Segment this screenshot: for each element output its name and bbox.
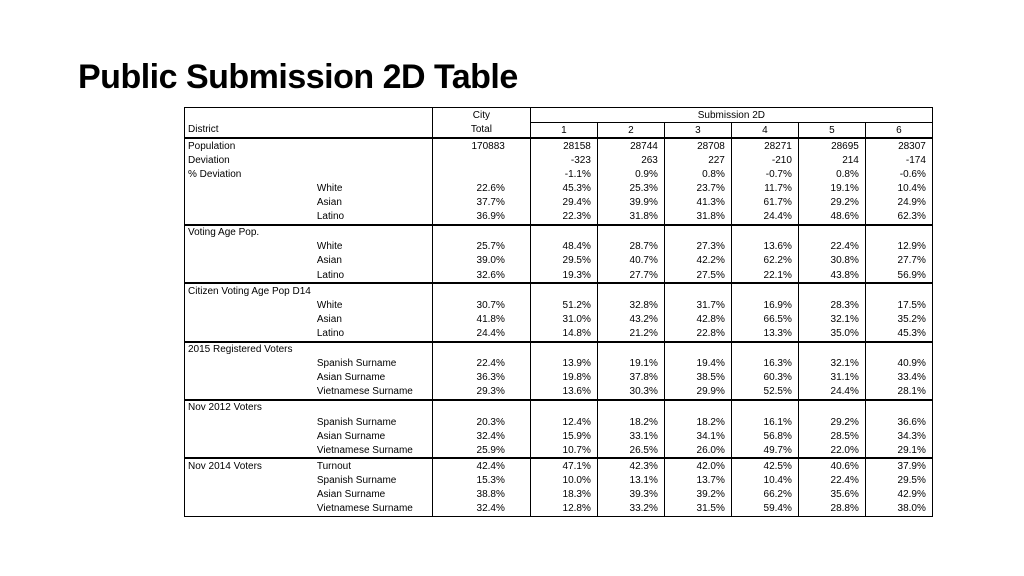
district-cell: 41.3% xyxy=(664,196,731,210)
district-cell: 18.2% xyxy=(664,415,731,429)
row-sublabel: Latino xyxy=(316,211,345,223)
district-cell xyxy=(664,342,731,357)
table-row xyxy=(185,153,933,167)
district-cell: -174 xyxy=(905,154,926,166)
row-sublabel xyxy=(314,283,433,298)
district-cell: 34.3% xyxy=(897,430,926,442)
district-cell: 31.8% xyxy=(664,210,731,225)
district-cell xyxy=(798,400,865,415)
city-total-cell: 20.3% xyxy=(432,415,530,429)
city-total-cell xyxy=(432,225,530,240)
district-cell: 24.9% xyxy=(897,197,926,209)
district-cell: 30.8% xyxy=(798,254,865,268)
district-cell: 13.6% xyxy=(530,385,597,400)
district-cell xyxy=(530,225,597,240)
district-cell: 18.3% xyxy=(530,487,597,501)
district-cell: 32.1% xyxy=(798,357,865,371)
district-cell: 13.9% xyxy=(530,357,597,371)
table-row xyxy=(185,210,933,225)
row-sublabel: Vietnamese Surname xyxy=(316,444,413,456)
district-cell: 28.7% xyxy=(597,240,664,254)
table-row xyxy=(185,196,933,210)
district-cell xyxy=(798,225,865,240)
city-total-cell: 32.4% xyxy=(432,429,530,443)
district-cell: 42.3% xyxy=(597,458,664,473)
district-cell: 29.2% xyxy=(798,415,865,429)
district-cell: 42.0% xyxy=(664,458,731,473)
row-label: Deviation xyxy=(188,154,230,166)
district-cell: 27.7% xyxy=(597,268,664,283)
city-total-cell: 25.9% xyxy=(432,443,530,458)
row-label xyxy=(185,385,314,400)
district-cell: 38.0% xyxy=(897,503,926,515)
district-cell xyxy=(731,400,798,415)
district-number: 2 xyxy=(597,123,664,139)
district-cell xyxy=(597,283,664,298)
table-row xyxy=(185,312,933,326)
district-cell: 0.9% xyxy=(597,167,664,181)
row-label xyxy=(185,357,314,371)
city-total-cell: 36.9% xyxy=(432,210,530,225)
row-sublabel: Asian xyxy=(316,313,342,325)
district-cell: 24.4% xyxy=(798,385,865,400)
row-label xyxy=(185,312,314,326)
district-cell: 29.9% xyxy=(664,385,731,400)
district-cell: 66.2% xyxy=(731,487,798,501)
district-cell xyxy=(664,400,731,415)
city-total-cell: 32.4% xyxy=(432,502,530,517)
district-cell xyxy=(731,283,798,298)
table-row xyxy=(185,268,933,283)
table-row xyxy=(185,254,933,268)
district-cell xyxy=(530,283,597,298)
table-row xyxy=(185,357,933,371)
district-cell: 19.3% xyxy=(530,268,597,283)
district-cell: 42.8% xyxy=(664,312,731,326)
row-sublabel: White xyxy=(316,299,343,311)
district-number: 6 xyxy=(865,123,932,139)
table-row xyxy=(185,502,933,517)
table-row xyxy=(185,400,933,415)
district-cell: 214 xyxy=(798,153,865,167)
row-sublabel: White xyxy=(316,183,343,195)
district-cell xyxy=(731,342,798,357)
district-cell: 43.2% xyxy=(597,312,664,326)
district-cell: 35.2% xyxy=(897,313,926,325)
district-cell: 16.3% xyxy=(731,357,798,371)
district-cell: 13.3% xyxy=(731,326,798,341)
district-cell: 59.4% xyxy=(731,502,798,517)
district-number: 3 xyxy=(664,123,731,139)
plan-header: Submission 2D xyxy=(530,108,932,123)
district-cell xyxy=(664,225,731,240)
district-cell: 29.5% xyxy=(897,474,926,486)
district-cell: 62.2% xyxy=(731,254,798,268)
row-sublabel xyxy=(314,138,433,153)
city-total-cell xyxy=(432,153,530,167)
district-cell: 10.4% xyxy=(897,183,926,195)
table-row xyxy=(185,138,933,153)
district-cell: 27.7% xyxy=(897,255,926,267)
district-cell: 31.0% xyxy=(530,312,597,326)
district-cell: 16.9% xyxy=(731,298,798,312)
district-cell: 29.1% xyxy=(897,444,926,456)
row-sublabel: Latino xyxy=(316,327,345,339)
district-cell: -323 xyxy=(530,153,597,167)
city-total-cell: 36.3% xyxy=(432,371,530,385)
district-cell: 11.7% xyxy=(731,181,798,195)
district-cell: 62.3% xyxy=(897,211,926,223)
row-sublabel: Asian Surname xyxy=(316,430,386,442)
district-cell: 33.4% xyxy=(897,372,926,384)
table-row xyxy=(185,167,933,181)
city-total-cell xyxy=(432,283,530,298)
city-total-cell: 37.7% xyxy=(432,196,530,210)
city-header-bottom: Total xyxy=(432,123,530,139)
header-blank xyxy=(185,108,314,123)
district-cell: 16.1% xyxy=(731,415,798,429)
district-cell: 10.4% xyxy=(731,473,798,487)
district-cell xyxy=(865,283,932,298)
page-title: Public Submission 2D Table xyxy=(78,58,518,96)
district-cell: 56.9% xyxy=(897,269,926,281)
city-total-cell xyxy=(432,167,530,181)
district-cell: 227 xyxy=(664,153,731,167)
row-label: Population xyxy=(185,138,314,153)
table-row xyxy=(185,458,933,473)
district-cell: 23.7% xyxy=(664,181,731,195)
row-label xyxy=(185,181,314,195)
row-label xyxy=(185,196,314,210)
row-sublabel: Spanish Surname xyxy=(316,474,397,486)
district-cell: 28.1% xyxy=(897,386,926,398)
district-cell: 13.1% xyxy=(597,473,664,487)
district-cell: 60.3% xyxy=(731,371,798,385)
table-row xyxy=(185,443,933,458)
district-cell: 48.4% xyxy=(530,240,597,254)
district-cell: 49.7% xyxy=(731,443,798,458)
district-cell: 42.5% xyxy=(731,458,798,473)
row-label xyxy=(185,210,314,225)
header-blank xyxy=(314,123,433,139)
district-cell: 28158 xyxy=(530,138,597,153)
row-sublabel: Asian xyxy=(316,197,342,209)
row-label: 2015 Registered Voters xyxy=(185,342,314,357)
district-cell xyxy=(798,283,865,298)
district-cell xyxy=(530,400,597,415)
row-sublabel: Turnout xyxy=(314,458,433,473)
district-cell: 28.8% xyxy=(798,502,865,517)
district-cell: 14.8% xyxy=(530,326,597,341)
district-cell: 32.1% xyxy=(798,312,865,326)
row-label xyxy=(185,240,314,254)
district-cell xyxy=(664,283,731,298)
district-cell xyxy=(597,342,664,357)
district-cell: 27.3% xyxy=(664,240,731,254)
table-row xyxy=(185,181,933,195)
row-label: Nov 2012 Voters xyxy=(185,400,314,415)
district-cell xyxy=(597,400,664,415)
district-cell: 31.8% xyxy=(597,210,664,225)
row-sublabel xyxy=(314,400,433,415)
district-cell: 22.4% xyxy=(798,473,865,487)
table-row xyxy=(185,283,933,298)
table-row xyxy=(185,371,933,385)
row-sublabel xyxy=(314,153,433,167)
district-cell: 48.6% xyxy=(798,210,865,225)
district-number: 5 xyxy=(798,123,865,139)
district-cell: 56.8% xyxy=(731,429,798,443)
district-cell: 12.4% xyxy=(530,415,597,429)
row-label xyxy=(185,429,314,443)
header-row-top xyxy=(185,108,933,123)
district-cell: 28695 xyxy=(798,138,865,153)
district-cell: 45.3% xyxy=(897,327,926,339)
district-cell: 28307 xyxy=(865,138,932,153)
row-label: Voting Age Pop. xyxy=(185,225,314,240)
table-row xyxy=(185,240,933,254)
district-cell: 22.1% xyxy=(731,268,798,283)
district-cell: 26.0% xyxy=(664,443,731,458)
district-cell: 45.3% xyxy=(530,181,597,195)
district-cell: 28.3% xyxy=(798,298,865,312)
district-cell: 22.0% xyxy=(798,443,865,458)
city-total-cell: 170883 xyxy=(432,138,530,153)
district-cell: 39.2% xyxy=(664,487,731,501)
district-cell: 43.8% xyxy=(798,268,865,283)
district-cell: 22.8% xyxy=(664,326,731,341)
city-header-top: City xyxy=(432,108,530,123)
row-label xyxy=(185,473,314,487)
row-label: Nov 2014 Voters xyxy=(185,458,314,473)
district-cell: 26.5% xyxy=(597,443,664,458)
district-cell: 10.7% xyxy=(530,443,597,458)
city-total-cell: 30.7% xyxy=(432,298,530,312)
district-cell: 37.8% xyxy=(597,371,664,385)
district-cell: 61.7% xyxy=(731,196,798,210)
district-cell: 31.5% xyxy=(664,502,731,517)
city-total-cell xyxy=(432,400,530,415)
city-total-cell: 22.4% xyxy=(432,357,530,371)
row-label xyxy=(185,443,314,458)
row-sublabel: Asian Surname xyxy=(316,372,386,384)
district-cell: 35.6% xyxy=(798,487,865,501)
district-cell: 38.5% xyxy=(664,371,731,385)
district-cell: 42.2% xyxy=(664,254,731,268)
district-cell: 47.1% xyxy=(530,458,597,473)
district-cell: 28271 xyxy=(731,138,798,153)
row-label: Citizen Voting Age Pop D14 xyxy=(185,283,314,298)
district-cell: 17.5% xyxy=(897,299,926,311)
district-cell: 10.0% xyxy=(530,473,597,487)
city-total-cell: 25.7% xyxy=(432,240,530,254)
row-sublabel: White xyxy=(316,241,343,253)
city-total-cell: 24.4% xyxy=(432,326,530,341)
district-cell: 52.5% xyxy=(731,385,798,400)
city-total-cell: 42.4% xyxy=(432,458,530,473)
district-cell: 40.9% xyxy=(897,358,926,370)
row-sublabel: Latino xyxy=(316,269,345,281)
table-row xyxy=(185,225,933,240)
row-label xyxy=(185,268,314,283)
row-sublabel xyxy=(314,342,433,357)
district-cell: 29.2% xyxy=(798,196,865,210)
table-row xyxy=(185,487,933,501)
district-cell xyxy=(597,225,664,240)
district-cell: 42.9% xyxy=(897,488,926,500)
district-cell xyxy=(865,342,932,357)
row-label xyxy=(185,298,314,312)
district-cell: 15.9% xyxy=(530,429,597,443)
district-cell: 13.7% xyxy=(664,473,731,487)
district-cell: -1.1% xyxy=(530,167,597,181)
district-cell xyxy=(731,225,798,240)
district-cell: 28744 xyxy=(597,138,664,153)
district-cell: 27.5% xyxy=(664,268,731,283)
district-cell: -0.7% xyxy=(731,167,798,181)
district-cell: 13.6% xyxy=(731,240,798,254)
district-cell: -0.6% xyxy=(899,168,926,180)
table-row xyxy=(185,342,933,357)
district-cell: 31.1% xyxy=(798,371,865,385)
header-row-bottom xyxy=(185,123,933,139)
row-sublabel: Spanish Surname xyxy=(316,416,397,428)
district-cell: 25.3% xyxy=(597,181,664,195)
row-sublabel: Spanish Surname xyxy=(316,358,397,370)
district-cell xyxy=(530,342,597,357)
row-sublabel: Vietnamese Surname xyxy=(316,386,413,398)
district-cell: 33.1% xyxy=(597,429,664,443)
district-cell: 12.8% xyxy=(530,502,597,517)
district-cell: 40.6% xyxy=(798,458,865,473)
city-total-cell: 38.8% xyxy=(432,487,530,501)
district-cell: 28708 xyxy=(664,138,731,153)
row-label xyxy=(185,502,314,517)
district-cell: 31.7% xyxy=(664,298,731,312)
row-sublabel: Asian Surname xyxy=(316,488,386,500)
district-cell: 263 xyxy=(597,153,664,167)
city-total-cell: 32.6% xyxy=(432,268,530,283)
district-cell: 37.9% xyxy=(865,458,932,473)
district-cell: 22.4% xyxy=(798,240,865,254)
district-number: 4 xyxy=(731,123,798,139)
district-cell: 40.7% xyxy=(597,254,664,268)
district-cell: 29.5% xyxy=(530,254,597,268)
district-data-table xyxy=(184,107,933,517)
district-cell: 19.1% xyxy=(597,357,664,371)
district-cell: 19.8% xyxy=(530,371,597,385)
table-row xyxy=(185,429,933,443)
district-cell xyxy=(865,225,932,240)
table-row xyxy=(185,385,933,400)
district-cell: 33.2% xyxy=(597,502,664,517)
table-row xyxy=(185,298,933,312)
row-label xyxy=(185,415,314,429)
row-sublabel xyxy=(314,167,433,181)
district-cell xyxy=(798,342,865,357)
district-cell: 35.0% xyxy=(798,326,865,341)
table-row xyxy=(185,415,933,429)
row-label xyxy=(185,487,314,501)
district-cell: 12.9% xyxy=(897,241,926,253)
row-label: % Deviation xyxy=(188,168,242,180)
header-blank xyxy=(314,108,433,123)
district-cell: 18.2% xyxy=(597,415,664,429)
district-cell: 28.5% xyxy=(798,429,865,443)
row-sublabel: Vietnamese Surname xyxy=(316,503,413,515)
district-cell: 39.3% xyxy=(597,487,664,501)
district-number: 1 xyxy=(530,123,597,139)
city-total-cell: 22.6% xyxy=(432,181,530,195)
table-row xyxy=(185,473,933,487)
district-cell: -210 xyxy=(731,153,798,167)
city-total-cell: 15.3% xyxy=(432,473,530,487)
district-cell: 29.4% xyxy=(530,196,597,210)
district-cell: 32.8% xyxy=(597,298,664,312)
district-cell xyxy=(865,400,932,415)
city-total-cell: 39.0% xyxy=(432,254,530,268)
district-cell: 0.8% xyxy=(798,167,865,181)
row-label xyxy=(185,371,314,385)
district-cell: 30.3% xyxy=(597,385,664,400)
district-cell: 36.6% xyxy=(897,416,926,428)
district-cell: 22.3% xyxy=(530,210,597,225)
row-label xyxy=(185,326,314,341)
district-cell: 0.8% xyxy=(664,167,731,181)
district-header: District xyxy=(185,123,314,139)
row-sublabel: Asian xyxy=(316,255,342,267)
district-cell: 66.5% xyxy=(731,312,798,326)
district-cell: 34.1% xyxy=(664,429,731,443)
district-cell: 24.4% xyxy=(731,210,798,225)
district-cell: 21.2% xyxy=(597,326,664,341)
row-sublabel xyxy=(314,225,433,240)
table-row xyxy=(185,326,933,341)
row-label xyxy=(185,254,314,268)
district-cell: 51.2% xyxy=(530,298,597,312)
district-cell: 39.9% xyxy=(597,196,664,210)
city-total-cell xyxy=(432,342,530,357)
district-cell: 19.1% xyxy=(798,181,865,195)
district-cell: 19.4% xyxy=(664,357,731,371)
city-total-cell: 29.3% xyxy=(432,385,530,400)
city-total-cell: 41.8% xyxy=(432,312,530,326)
